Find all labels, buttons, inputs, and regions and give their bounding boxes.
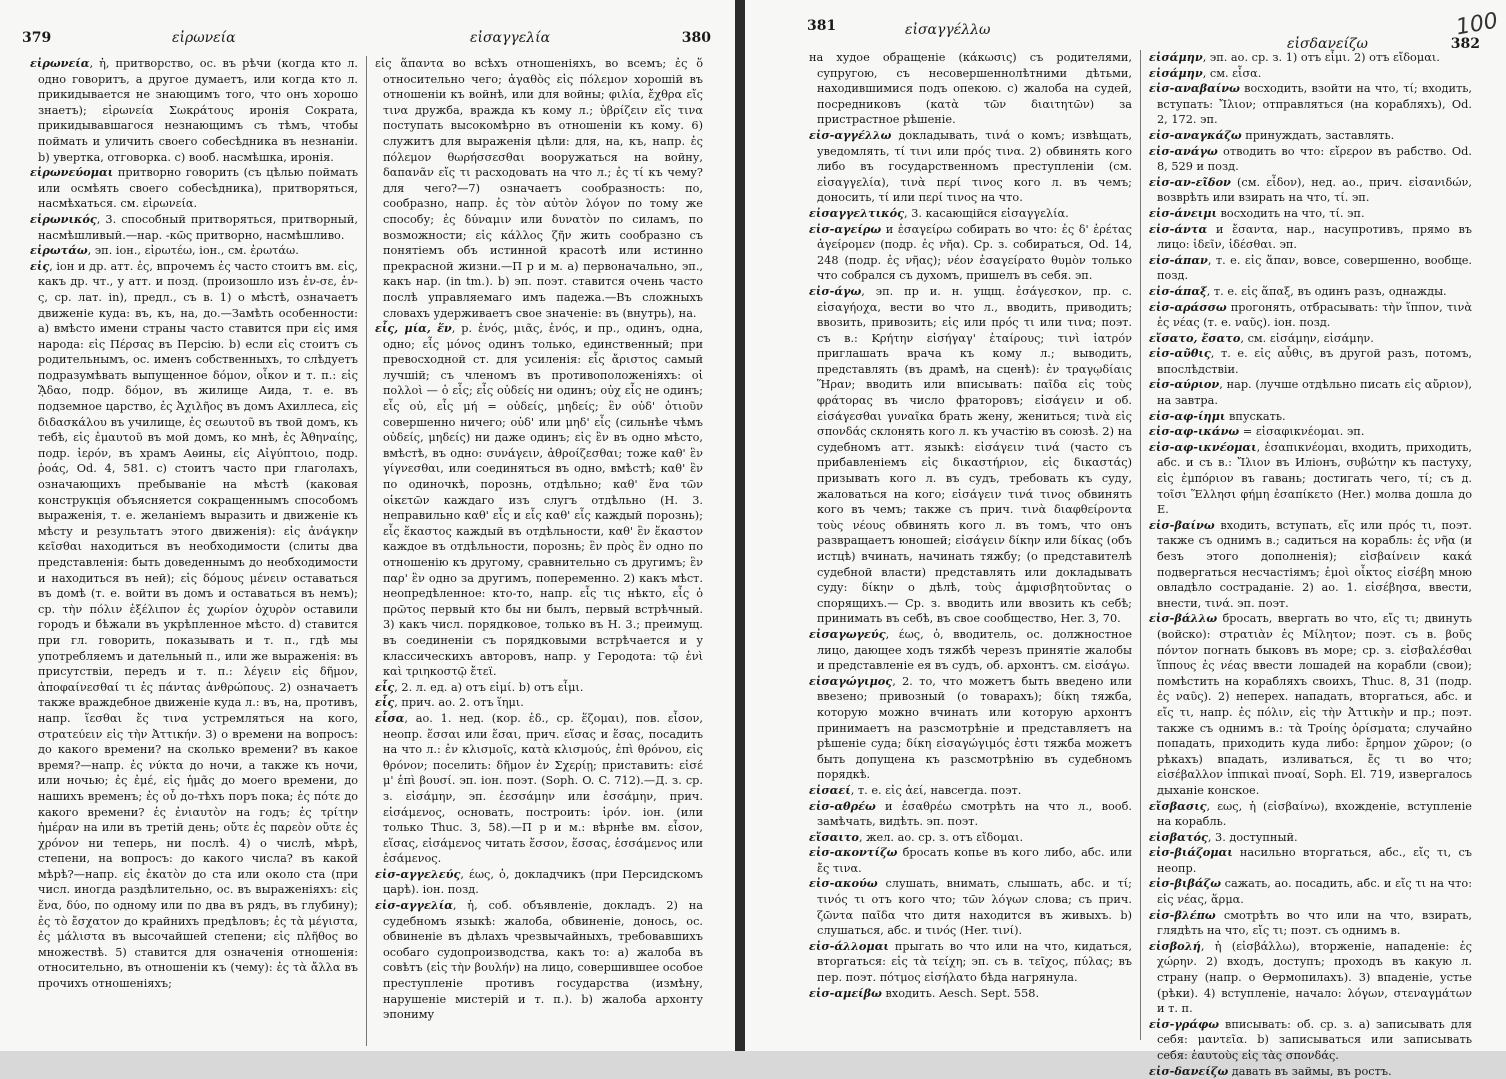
- entry-headword: εἰσ-αφ-ικάνω: [1149, 424, 1240, 439]
- dictionary-entry: [1149, 845, 1472, 876]
- running-head-381: εἰσαγγέλλω: [905, 22, 991, 38]
- page-number-382: 382: [1450, 36, 1480, 52]
- entry-definition: бросать, ввергать во что, εἴς τι; двинуть (войско): στρατιὰν ἐς Μίλητον; поэт. съ в. βοῦς πόντον погнать быковъ въ море; ср. з. εἰσβαλέσθαι ἵππους ἐς νέας ввести лошадей на корабли (свои); помѣстить на корабляхъ своихъ, Thuc. 8, 31 (подр. ἐς ναῦς). 2) неперех. нападать, вторгаться, абс. и εἴς τι, напр. ἐς πόλιν, εἰς τὴν Ἀττικὴν и пр.; поэт. также съ однимъ в.: τὰ Τροίης ὁρίσματα; случайно попадать, приходить куда либо: ἔρημον χῶρον; (о рѣкахъ) впадать, изливаться, ἔς τι во что; εἰσέβαλλον ἱππικαὶ πνοαί, Soph. El. 719, извергалось дыханіе конское.: [1157, 612, 1472, 797]
- entry-definition: насильно вторгаться, абс., εἴς τι, съ неопр.: [1157, 846, 1472, 875]
- entry-headword: εἰσ-αναβαίνω: [1149, 81, 1240, 96]
- entry-definition: , т. е. εἰς ἀεί, навсегда. поэт.: [850, 783, 1022, 797]
- entry-definition: вписывать: об. ср. з. a) записывать для себя: μαντεῖα. b) записываться или записывать себя: ἑαυτοὺς εἰς τὰς σπονδάς.: [1157, 1017, 1472, 1062]
- dictionary-entry: [30, 165, 358, 212]
- entry-definition: докладывать, τινά о комъ; извѣщать, уведомлять, τί τινι или πρός τινα. 2) обвинять кого либо въ государственномъ преступленіи (см. εἰσαγγελία), τινὰ περί τινος кого л. въ чемъ; доносить, τί или περί τινος на что.: [817, 128, 1132, 205]
- entry-definition: , т. е. εἰς ἅπαξ, въ одинъ разъ, однажды.: [1206, 284, 1447, 298]
- dictionary-entry: [1149, 1017, 1472, 1064]
- entry-definition: восходить на что, τί. эп.: [1216, 206, 1365, 220]
- entry-definition: притворно говорить (съ цѣлью поймать или осмѣять своего собесѣдника), притворяться, насмѣхаться. см. εἰρωνεία.: [38, 166, 358, 211]
- entry-definition: отводить во что: εἴρερον въ рабство. Od. 8, 529 и позд.: [1157, 144, 1472, 174]
- entry-headword: εἰσ-βαίνω: [1149, 517, 1215, 532]
- entry-headword: εἰσάμην: [1149, 65, 1203, 80]
- entry-definition: , см. εἷσα.: [1202, 66, 1262, 80]
- running-head-380: εἰσαγγελία: [470, 30, 551, 46]
- entry-definition: , έως, ὁ, докладчикъ (при Персидскомъ царѣ). іон. позд.: [383, 867, 703, 897]
- page-number-380: 380: [681, 30, 711, 46]
- entry-headword: εἰς: [30, 258, 50, 273]
- entry-headword: εἰσ-γράφω: [1149, 1016, 1219, 1031]
- dictionary-entry: [1149, 1064, 1472, 1079]
- entry-definition: , т. е. εἰς ἅπαν, вовсе, совершенно, вообще. позд.: [1157, 253, 1472, 283]
- entry-definition: εἰς ἅπαντα во всѣхъ отношеніяхъ, во всемъ; ἐς ὅ относительно чего; ἀγαθὸς εἰς πόλεμον хорошій въ отношеніи къ войнѣ, или для войны; φιλία, ἔχθρα εἴς τινα дружба, вражда къ кому л.; ὑβρίζειν εἴς τινα поступать высокомѣрно въ отношеніи къ кому. 6) служитъ для выраженія цѣли: для, на, къ, напр. ἐς πόλεμον θωρήσσεσθαι вооружаться на войну, δαπανᾶν εἴς τι расходовать на что л.; ἐς τί къ чему? для чего?—7) означаетъ сообразность: по, сообразно, напр. ἐς τὸν αὐτὸν λόγον по тому же способу; ἐς δύναμιν или δυνατὸν по силамъ, по возможности; εἰς κάλλος ζῆν жить сообразно съ понятіемъ объ истинной красотѣ или истинно прекрасной жизни.—П р и м. a) первоначально, эп., какъ нар. (in tm.). b) эп. поэт. ставится очень часто послѣ управляемаго имъ падежа.—Въ сложныхъ словахъ удерживаетъ свое значеніе: въ (внутрь), на.: [375, 57, 703, 320]
- entry-headword: εἰσβολή: [1149, 938, 1201, 953]
- entry-definition: , ἡ, притворство, ос. въ рѣчи (когда кто л. одно говоритъ, а другое думаетъ, или когда кто л. прикидывается не знающимъ того, что онъ хорошо знаетъ); εἰρωνεία Σωκράτους иронія Сократа, прикидывавшагося незнающимъ съ тѣмъ, чтобы поймать и уличить своего собесѣдника въ незнаніи. b) увертка, отговорка. c) вооб. насмѣшка, иронія.: [38, 57, 358, 164]
- entry-definition: и ἔσαντα, нар., насупротивъ, прямо въ лицо: ἰδεῖν, ἰδέσθαι. эп.: [1157, 222, 1472, 252]
- entry-definition: , нар. (лучше отдѣльно писать εἰς αὔριον), на завтра.: [1157, 378, 1472, 408]
- entry-headword: εἰσ-άνειμι: [1149, 205, 1217, 220]
- dictionary-entry: [809, 939, 1132, 986]
- dictionary-entry: [809, 284, 1132, 627]
- entry-headword: εἰσ-άντα: [1149, 221, 1208, 236]
- entry-headword: εἰρωνεία: [30, 56, 90, 70]
- entry-headword: εἴσβασις: [1149, 798, 1207, 813]
- dictionary-entry: [30, 212, 358, 243]
- entry-headword: εἰσ-βιβάζω: [1149, 876, 1221, 891]
- entry-definition: сажать, ао. посадить, абс. и εἴς τι на что: εἰς νέας, ἅρμα.: [1157, 877, 1472, 907]
- entry-headword: εἰρωνικός: [30, 211, 97, 226]
- dictionary-entry: [1149, 409, 1472, 425]
- dictionary-entry: [375, 867, 703, 898]
- right-page: [745, 0, 1506, 1078]
- dictionary-entry: [30, 259, 358, 992]
- entry-definition: слушать, внимать, слышать, абс. и τί; τινός τι отъ кого что; τῶν λόγων слова; съ прич. ζῶντα παῖδα что дитя находится въ живыхъ. b) слушаться, абс. и τινός (Her. τινί).: [817, 877, 1132, 938]
- dictionary-entry: [1149, 128, 1472, 144]
- column-381: [801, 50, 1140, 1040]
- dictionary-entry: [375, 56, 703, 321]
- entry-headword: εἰσ-αγγελία: [375, 898, 453, 913]
- book-gutter: [735, 0, 745, 1051]
- dictionary-entry: [1149, 346, 1472, 377]
- entry-headword: εἰσ-άγω: [809, 283, 862, 298]
- dictionary-entry: [1149, 222, 1472, 253]
- entry-headword: εἴσατο, ἔσατο: [1149, 330, 1241, 345]
- entry-headword: εἰσ-αγείρω: [809, 221, 882, 236]
- entry-headword: εἰσ-αγγελεύς: [375, 866, 461, 881]
- entry-definition: , έως, ὁ, вводитель, ос. должностное лицо, дающее ходъ тяжбѣ черезъ принятіе жалобы и представленіе ея въ судъ, об. архонтъ. см. εἰσάγω.: [817, 627, 1132, 673]
- dictionary-entry: [30, 56, 358, 165]
- entry-definition: впускать.: [1225, 409, 1286, 423]
- handwritten-margin-note: 100: [1454, 8, 1500, 41]
- dictionary-entry: [1149, 300, 1472, 331]
- entry-headword: εἷσα: [375, 710, 405, 725]
- dictionary-entry: [809, 876, 1132, 938]
- dictionary-entry: [809, 674, 1132, 783]
- entry-definition: , 3. касающійся εἰσαγγελία.: [904, 206, 1069, 220]
- dictionary-entry: [1149, 144, 1472, 175]
- entry-definition: бросать копье въ кого либо, абс. или ἔς τινα.: [817, 846, 1132, 875]
- entry-definition: , ао. 1. нед. (кор. ἑδ., ср. ἕζομαι), пов. εἷσον, неопр. ἕσσαι или ἕσαι, прич. εἵσας и ἕσας, посадить на что л.: ἐν κλισμοῖς, κατὰ κλισμούς, ἐπὶ θρόνου, εἰς θρόνον; поселить: δῆμον ἐν Σχερίῃ; приставить: εἰσέ μ' ἐπὶ βουσί. эп. іон. поэт. (Soph. O. C. 712).—Д. з. ср. з. εἰσάμην, эп. ἑεσσάμην или ἑσσάμην, прич. εἰσάμενος, основать, построить: ἱρόν. іон. (или только Thuc. 3, 58).—П р и м.: вѣрнѣе вм. εἷσον, εἵσας, εἰσάμενος читать ἕσσον, ἕσσας, ἑσσάμενος или ἑσάμενος.: [383, 711, 703, 866]
- entry-headword: εἰσαγγελτικός: [809, 205, 905, 220]
- dictionary-entry: [1149, 377, 1472, 408]
- entry-headword: εἰσ-ακοντίζω: [809, 845, 898, 860]
- entry-headword: εἰσ-άλλομαι: [809, 938, 889, 953]
- dictionary-entry: [1149, 908, 1472, 939]
- entry-headword: εἷς: [375, 679, 395, 694]
- entry-definition: , 3. доступный.: [1207, 830, 1298, 844]
- entry-definition: и ἐσαθρέω смотрѣть на что л., вооб. замѣчать, видѣть. эп. поэт.: [817, 799, 1132, 829]
- entry-headword: εἰσ-αύριον: [1149, 377, 1220, 392]
- entry-definition: давать въ займы, въ ростъ.: [1228, 1064, 1392, 1078]
- entry-definition: (см. εἶδον), нед. ао., прич. εἰσανιδών, возврѣть или взирать на что, τί. эп.: [1157, 175, 1472, 205]
- dictionary-entry: [809, 783, 1132, 799]
- entry-headword: εἴσαιτο: [809, 829, 859, 844]
- column-382: [1140, 50, 1480, 1078]
- entry-definition: , т. е. εἰς αὖθις, въ другой разъ, потомъ, впослѣдствіи.: [1157, 347, 1472, 376]
- left-page: [0, 0, 735, 1051]
- dictionary-entry: [809, 206, 1132, 222]
- entry-headword: εἷς, μία, ἕν: [375, 321, 452, 336]
- entry-headword: εἰσ-αφ-ίημι: [1149, 408, 1226, 423]
- dictionary-entry: [375, 711, 703, 867]
- entry-headword: εἰρωτάω: [30, 243, 88, 258]
- running-head-382: εἰσδανείζω: [1287, 36, 1368, 52]
- dictionary-entry: [1149, 331, 1472, 347]
- left-page-header: [22, 20, 711, 56]
- entry-definition: и ἐσαγείρω собирать во что: ἐς δ' ἐρέτας ἀγείρομεν (подр. ἐς νῆα). Ср. з. собираться, Od. 14, 248 (подр. ἐς νῆας); νέον ἐσαγείρατο θυμὸν только что собрался съ духомъ, пришелъ въ себя. эп.: [817, 222, 1132, 283]
- dictionary-entry: [1149, 518, 1472, 612]
- dictionary-entry: [1149, 440, 1472, 518]
- dictionary-entry: [1149, 81, 1472, 128]
- entry-definition: , эп. ао. ср. з. 1) отъ εἶμι. 2) отъ εἴδομαι.: [1202, 51, 1440, 64]
- entry-headword: εἰσ-βιάζομαι: [1149, 845, 1233, 860]
- dictionary-entry: [809, 50, 1132, 128]
- entry-headword: εἷς: [375, 695, 395, 710]
- dictionary-entry: [1149, 253, 1472, 284]
- entry-headword: εἰσ-αναγκάζω: [1149, 127, 1242, 142]
- entry-definition: прогонять, отбрасывать: τὴν ἵππον, τινὰ ἐς νέας (т. е. ναῦς). іон. позд.: [1157, 300, 1472, 330]
- entry-definition: , 3. способный притворяться, притворный, насмѣшливый.—нар. -κῶς притворно, насмѣшливо.: [38, 212, 358, 242]
- dictionary-entry: [809, 799, 1132, 830]
- dictionary-entry: [375, 695, 703, 711]
- entry-headword: εἰσαεί: [809, 782, 851, 797]
- entry-headword: εἰσαγωγεύς: [809, 626, 886, 641]
- entry-headword: εἰσ-αθρέω: [809, 798, 876, 813]
- entry-definition: , εως, ἡ (εἰσβαίνω), вхожденіе, вступленіе на корабль.: [1157, 799, 1472, 829]
- entry-headword: εἰσ-αμείβω: [809, 985, 882, 1000]
- dictionary-entry: [1149, 939, 1472, 1017]
- right-page-header: [801, 8, 1500, 52]
- dictionary-entry: [809, 845, 1132, 876]
- dictionary-entry: [1149, 424, 1472, 440]
- entry-headword: εἰσ-ακούω: [809, 876, 878, 891]
- entry-headword: εἰσ-αράσσω: [1149, 299, 1227, 314]
- entry-definition: на худое обращеніе (κάκωσις) съ родителями, супругою, съ несовершеннолѣтними дѣтьми, находившимися подъ опекою. c) жалоба на судей, посредниковъ (κατὰ τῶν διαιτητῶν) за пристрастное рѣшеніе.: [809, 51, 1132, 127]
- entry-definition: , іон и др. атт. ἐς, впрочемъ ἐς часто стоитъ вм. εἰς, какъ др. чт., у атт. и позд. (произошло изъ ἐν-σε, ἐν-ς, ср. лат. in), предл., съ в. 1) о мѣстѣ, означаетъ движеніе куда: въ, къ, на, до.—Замѣть особенности: a) вмѣсто имени страны часто ставится при εἰς имя народа: εἰς Πέρσας въ Персію. b) если εἰς стоитъ съ родительнымъ, ос. именъ собственныхъ, то слѣдуетъ подразумѣвать выпущенное δόμον, οἶκον и т. п.: εἰς ᾍδαο, подр. δόμον, въ жилище Аида, т. е. въ подземное царство, ἐς Ἀχιλῆος въ домъ Ахиллеса, εἰς διδασκάλου въ училище, ἐς σεωυτοῦ въ твой домъ, къ тебѣ, εἰς ἐμαυτοῦ въ мой домъ, ко мнѣ, ἐς Ἀθηναίης, подр. ἱερόν, въ храмъ Аѳины, εἰς Αἰγύπτοιο, подр. ῥοάς, Od. 4, 581. c) стоитъ часто при глаголахъ, означающихъ пребываніе на мѣстѣ (каковая конструкція объясняется сокращеннымъ способомъ выраженія, т. е. желаніемъ выразить и движеніе къ мѣсту и результатъ этого движенія): εἰς ἀνάγκην κεῖσθαι находиться въ необходимости (слиты два представленія: быть доведеннымъ до необходимости и находиться въ ней); εἰς δόμους μένειν оставаться въ домѣ (т. е. войти въ домъ и оставаться въ немъ); ср. τὴν πόλιν ἐξέλιπον ἐς χωρίον ὀχυρὸν оставили городъ и бѣжали въ укрѣпленное мѣсто. d) ставится при гл. говорить, показывать и т. п., гдѣ мы употребляемъ и дательный п., или же выраженія: въ присутствіи, передъ и т. п.: λέγειν εἰς δῆμον, ἀποφαίνεσθαί τι ἐς πάντας ἀνθρώπους. 2) означаетъ также враждебное движеніе куда л.: въ, на, противъ, напр. ἵεσθαι ἔς τινα устремляться на кого, στρατεύειν εἰς τὴν Ἀττικήν. 3) о времени на вопросъ: до какого времени? на сколько времени? въ какое время?—напр. ἐς νύκτα до ночи, а также къ ночи, или ночью; ἐς ἐμέ, εἰς ἡμᾶς до моего времени, до нашихъ временъ; ἐς οὗ до-тѣхъ поръ пока; ἐς πότε до какого времени? ἐς ἐνιαυτὸν на годъ; ἐς τρίτην ἡμέραν на или въ третій день; οὔτε ἐς παρεὸν οὔτε ἐς χρόνον ни теперь, ни послѣ. 4) о числѣ, мѣрѣ, степени, на вопросъ: до какого числа? въ какой мѣрѣ?—напр. εἰς ἑκατὸν до ста или около ста (при числ. иногда раздѣлительно, ос. въ выраженіяхъ: εἰς ἕνα, δύο, по одному или по два въ рядъ, въ глубину); ἐς τὸ ἔσχατον до крайнихъ предѣловъ; ἐς τὰ μέγιστα, ἐς μάλιστα въ высочайшей степени; εἰς πλῆθος во множествѣ. 5) ставится для означенія отношенія: относительно, въ отношеніи къ (чему): ἐς τὰ ἄλλα въ прочихъ отношеніяхъ;: [38, 259, 358, 991]
- entry-definition: , ἡ (εἰσβάλλω), вторженіе, нападеніе: ἐς χώρην. 2) входъ, доступъ; проходъ въ какую л. страну (напр. о Ѳермопилахъ). 3) впаденіе, устье (рѣки). 4) вступленіе, начало: λόγων, στεναγμάτων и т. п.: [1157, 939, 1472, 1016]
- entry-definition: принуждать, заставлять.: [1241, 128, 1395, 142]
- entry-headword: εἰσ-αν-εῖδον: [1149, 174, 1231, 189]
- entry-definition: , жел. ао. ср. з. отъ εἴδομαι.: [858, 830, 1024, 844]
- entry-definition: , ἐσαπικνέομαι, входить, приходить, абс. и съ в.: Ἴλιον въ Иліонъ, συβώτην къ пастуху, εἰς ἐμπόριον въ гавань; достигать чего, τί; съ д. τοῖσι Ἕλλησι φήμη ἐσαπίκετο (Her.) молва дошла до Е.: [1157, 440, 1472, 517]
- dictionary-entry: [1149, 876, 1472, 907]
- running-head-379: εἰρωνεία: [172, 30, 236, 46]
- entry-headword: εἰσ-αφ-ικνέομαι: [1149, 439, 1257, 454]
- dictionary-entry: [1149, 284, 1472, 300]
- dictionary-entry: [809, 128, 1132, 206]
- entry-definition: , 2. л. ед. a) отъ εἰμί. b) отъ εἶμι.: [394, 680, 584, 694]
- dictionary-entry: [1149, 799, 1472, 830]
- entry-definition: входить, вступать, εἴς или πρός τι, поэт. также съ однимъ в.; садиться на корабль: ἐς νῆα (и безъ этого дополненія); εἰσβαίνειν κακά подвергаться несчастіямъ; ἐμοὶ οἶκτος εἰσέβη мною овладѣло состраданіе. 2) ао. 1. εἰσέβησα, ввести, внести, τινά. эп. поэт.: [1157, 518, 1472, 610]
- dictionary-entry: [809, 986, 1132, 1002]
- dictionary-entry: [809, 222, 1132, 284]
- page-number-381: 381: [807, 18, 837, 34]
- entry-definition: , ἡ, соб. объявленіе, докладъ. 2) на судебномъ языкѣ: жалоба, обвиненіе, донось, ос. обвиненіе въ дѣлахъ чрезвычайныхъ, требовавшихъ особаго судопроизводства, какъ то: a) жалоба въ совѣтъ (εἰς τὴν βουλήν) на лицо, совершившее особое преступленіе противъ государства (измѣну, нарушеніе мистерій и т. п.). b) жалоба архонту эпониму: [383, 899, 703, 1022]
- dictionary-entry: [375, 321, 703, 680]
- dictionary-entry: [375, 680, 703, 696]
- dictionary-entry: [1149, 611, 1472, 798]
- entry-definition: смотрѣть во что или на что, взирать, глядѣть на что, εἴς τι; поэт. съ однимъ в.: [1157, 908, 1472, 938]
- dictionary-entry: [1149, 50, 1472, 66]
- entry-definition: , эп. іон., εἰρωτέω, іон., см. ἐρωτάω.: [87, 244, 299, 258]
- entry-definition: , 2. то, что можетъ быть введено или ввезено; привозный (о товарахъ); δίκη тяжба, которую можно вчинать или которую архонтъ принимаетъ на разсмотрѣніе и представляетъ на рѣшеніе суда; δίκη εἰσαγώγιμός ἐστι тяжба можетъ быть допущена къ разсмотрѣнію въ судебномъ порядкѣ.: [817, 674, 1132, 782]
- entry-headword: εἰσ-δανείζω: [1149, 1063, 1229, 1078]
- entry-definition: , р. ἑνός, μιᾶς, ἑνός, и пр., одинъ, одна, одно; εἷς μόνος одинъ только, единственный; при превосходной ст. для усиленія: εἷς ἄριστος самый лучшій; съ членомъ въ противоположеніяхъ: οἱ πολλοὶ — ὁ εἷς; εἷς οὐδείς ни одинъ; οὐχ εἷς не одинъ; εἷς οὐ, εἷς μή = οὐδείς, μηδείς; ἓν οὐδ' ὁτιοῦν совершенно ничего; οὐδ' или μηδ' εἷς (сильнѣе чѣмъ οὐδείς, μηδείς) ни даже одинъ; εἰς ἓν въ одно мѣсто, вмѣстѣ, въ одно: συνάγειν, ἀθροίζεσθαι; тоже καθ' ἓν γίγνεσθαι, или соединяться въ одно, вмѣстѣ; καθ' ἓν по одиночкѣ, порознь, отдѣльно; καθ' ἕνα τῶν οἰκετῶν каждаго изъ слугъ отдѣльно (H. 3. неправильно καθ' εἷς и εἷς καθ' εἷς каждый порознь); εἷς ἕκαστος каждый въ отдѣльности, καθ' ἓν ἕκαστον каждое въ отдѣльности, порознь; ἓν πρὸς ἓν одно по отношенію къ другому, сравнительно съ другимъ; ἓν παρ' ἓν одно за другимъ, попеременно. 2) какъ мѣст. неопредѣленное: кто-то, напр. εἷς τις нѣкто, εἷς ὁ πρῶτος первый кто бы ни былъ, первый встрѣчный. 3) какъ числ. порядковое, только въ H. 3.; преимущ. въ соединеніи съ порядковыми встрѣчается и у классическихъ авторовъ, напр. у Геродота: τῷ ἑνὶ καὶ τριηκοστῷ ἔτεϊ.: [383, 322, 703, 679]
- dictionary-entry: [1149, 175, 1472, 206]
- entry-headword: εἰσαγώγιμος: [809, 673, 893, 688]
- entry-headword: εἰσ-αῦθις: [1149, 346, 1211, 361]
- entry-definition: восходить, взойти на что, τί; входить, вступать: Ἴλιον; отправляться (на корабляхъ), Od. 2, 172. эп.: [1157, 82, 1472, 127]
- entry-definition: = εἰσαφικνέομαι. эп.: [1239, 425, 1365, 439]
- entry-headword: εἰρωνεύομαι: [30, 165, 114, 180]
- entry-definition: , эп. пр и. н. ущщ. ἐσάγεσκον, пр. с. εἰσαγήοχα, вести во что л., вводить, приводить; ввозить, привозить; εἰς или πρός τι или τινα; поэт. съ в.: Κρήτην εἰσήγαγ' ἑταίρους; τινὶ ἰατρόν приглашать врача къ кому л.; выводить, представлять (въ драмѣ, на сценѣ): ἐν τραγῳδίαις Ἥραν; вводить или вписывать: παῖδα εἰς τοὺς φράτορας въ число фраторовъ; εἰσάγειν и об. εἰσάγεσθαι γυναῖκα брать жену, жениться; τινὰ εἰς σπονδάς склонять кого л. къ участію въ союзѣ. 2) на судебномъ атт. языкѣ: εἰσάγειν τινά (часто съ прибавленіемъ εἰς δικαστήριον, εἰς δικαστάς) призывать кого л. въ судъ, требовать къ суду, жаловаться на кого; εἰσάγειν τινά τινος обвинять кого въ чемъ; также съ прич. τινὰ διαφθείροντα τοὺς νέους обвинять кого л. въ томъ, что онъ развращаетъ юношей; εἰσάγειν δίκην или δίκας (объ истцѣ) вчинать, начинать тяжбу; (о представителѣ судебной власти) представлять или докладывать суду: δίκην о дѣлѣ, τοὺς ἀμφισβητοῦντας о спорящихъ.— Ср. з. вводить или ввозить къ себѣ; принимать въ себѣ, въ свое сообщество, Her. 3, 70.: [817, 284, 1132, 626]
- dictionary-entry: [375, 898, 703, 1023]
- dictionary-entry: [1149, 66, 1472, 82]
- entry-headword: εἰσ-αγγέλλω: [809, 127, 892, 142]
- entry-headword: εἰσ-βλέπω: [1149, 907, 1216, 922]
- dictionary-entry: [30, 243, 358, 259]
- entry-headword: εἰσ-άπαν: [1149, 252, 1208, 267]
- column-379: [22, 56, 366, 1046]
- column-380: [366, 56, 711, 1046]
- entry-definition: прыгать во что или на что, кидаться, вторгаться: εἰς τὰ τείχη; эп. съ в. τεῖχος, πύλας; въ пер. поэт. πότμος εἰσήλατο бѣда нагрянула.: [817, 939, 1132, 985]
- entry-definition: , прич. ао. 2. отъ ἵημι.: [394, 696, 524, 710]
- entry-headword: εἰσ-βάλλω: [1149, 611, 1218, 626]
- entry-headword: εἰσ-άπαξ: [1149, 283, 1207, 298]
- entry-definition: входить. Aesch. Sept. 558.: [881, 986, 1040, 1000]
- dictionary-entry: [1149, 830, 1472, 846]
- dictionary-entry: [1149, 206, 1472, 222]
- dictionary-entry: [809, 830, 1132, 846]
- entry-headword: εἰσάμην: [1149, 50, 1203, 64]
- page-number-379: 379: [22, 30, 52, 46]
- dictionary-entry: [809, 627, 1132, 674]
- entry-headword: εἰσ-ανάγω: [1149, 143, 1218, 158]
- entry-definition: , см. εἰσάμην, εἰσάμην.: [1240, 331, 1374, 345]
- entry-headword: εἰσβατός: [1149, 829, 1208, 844]
